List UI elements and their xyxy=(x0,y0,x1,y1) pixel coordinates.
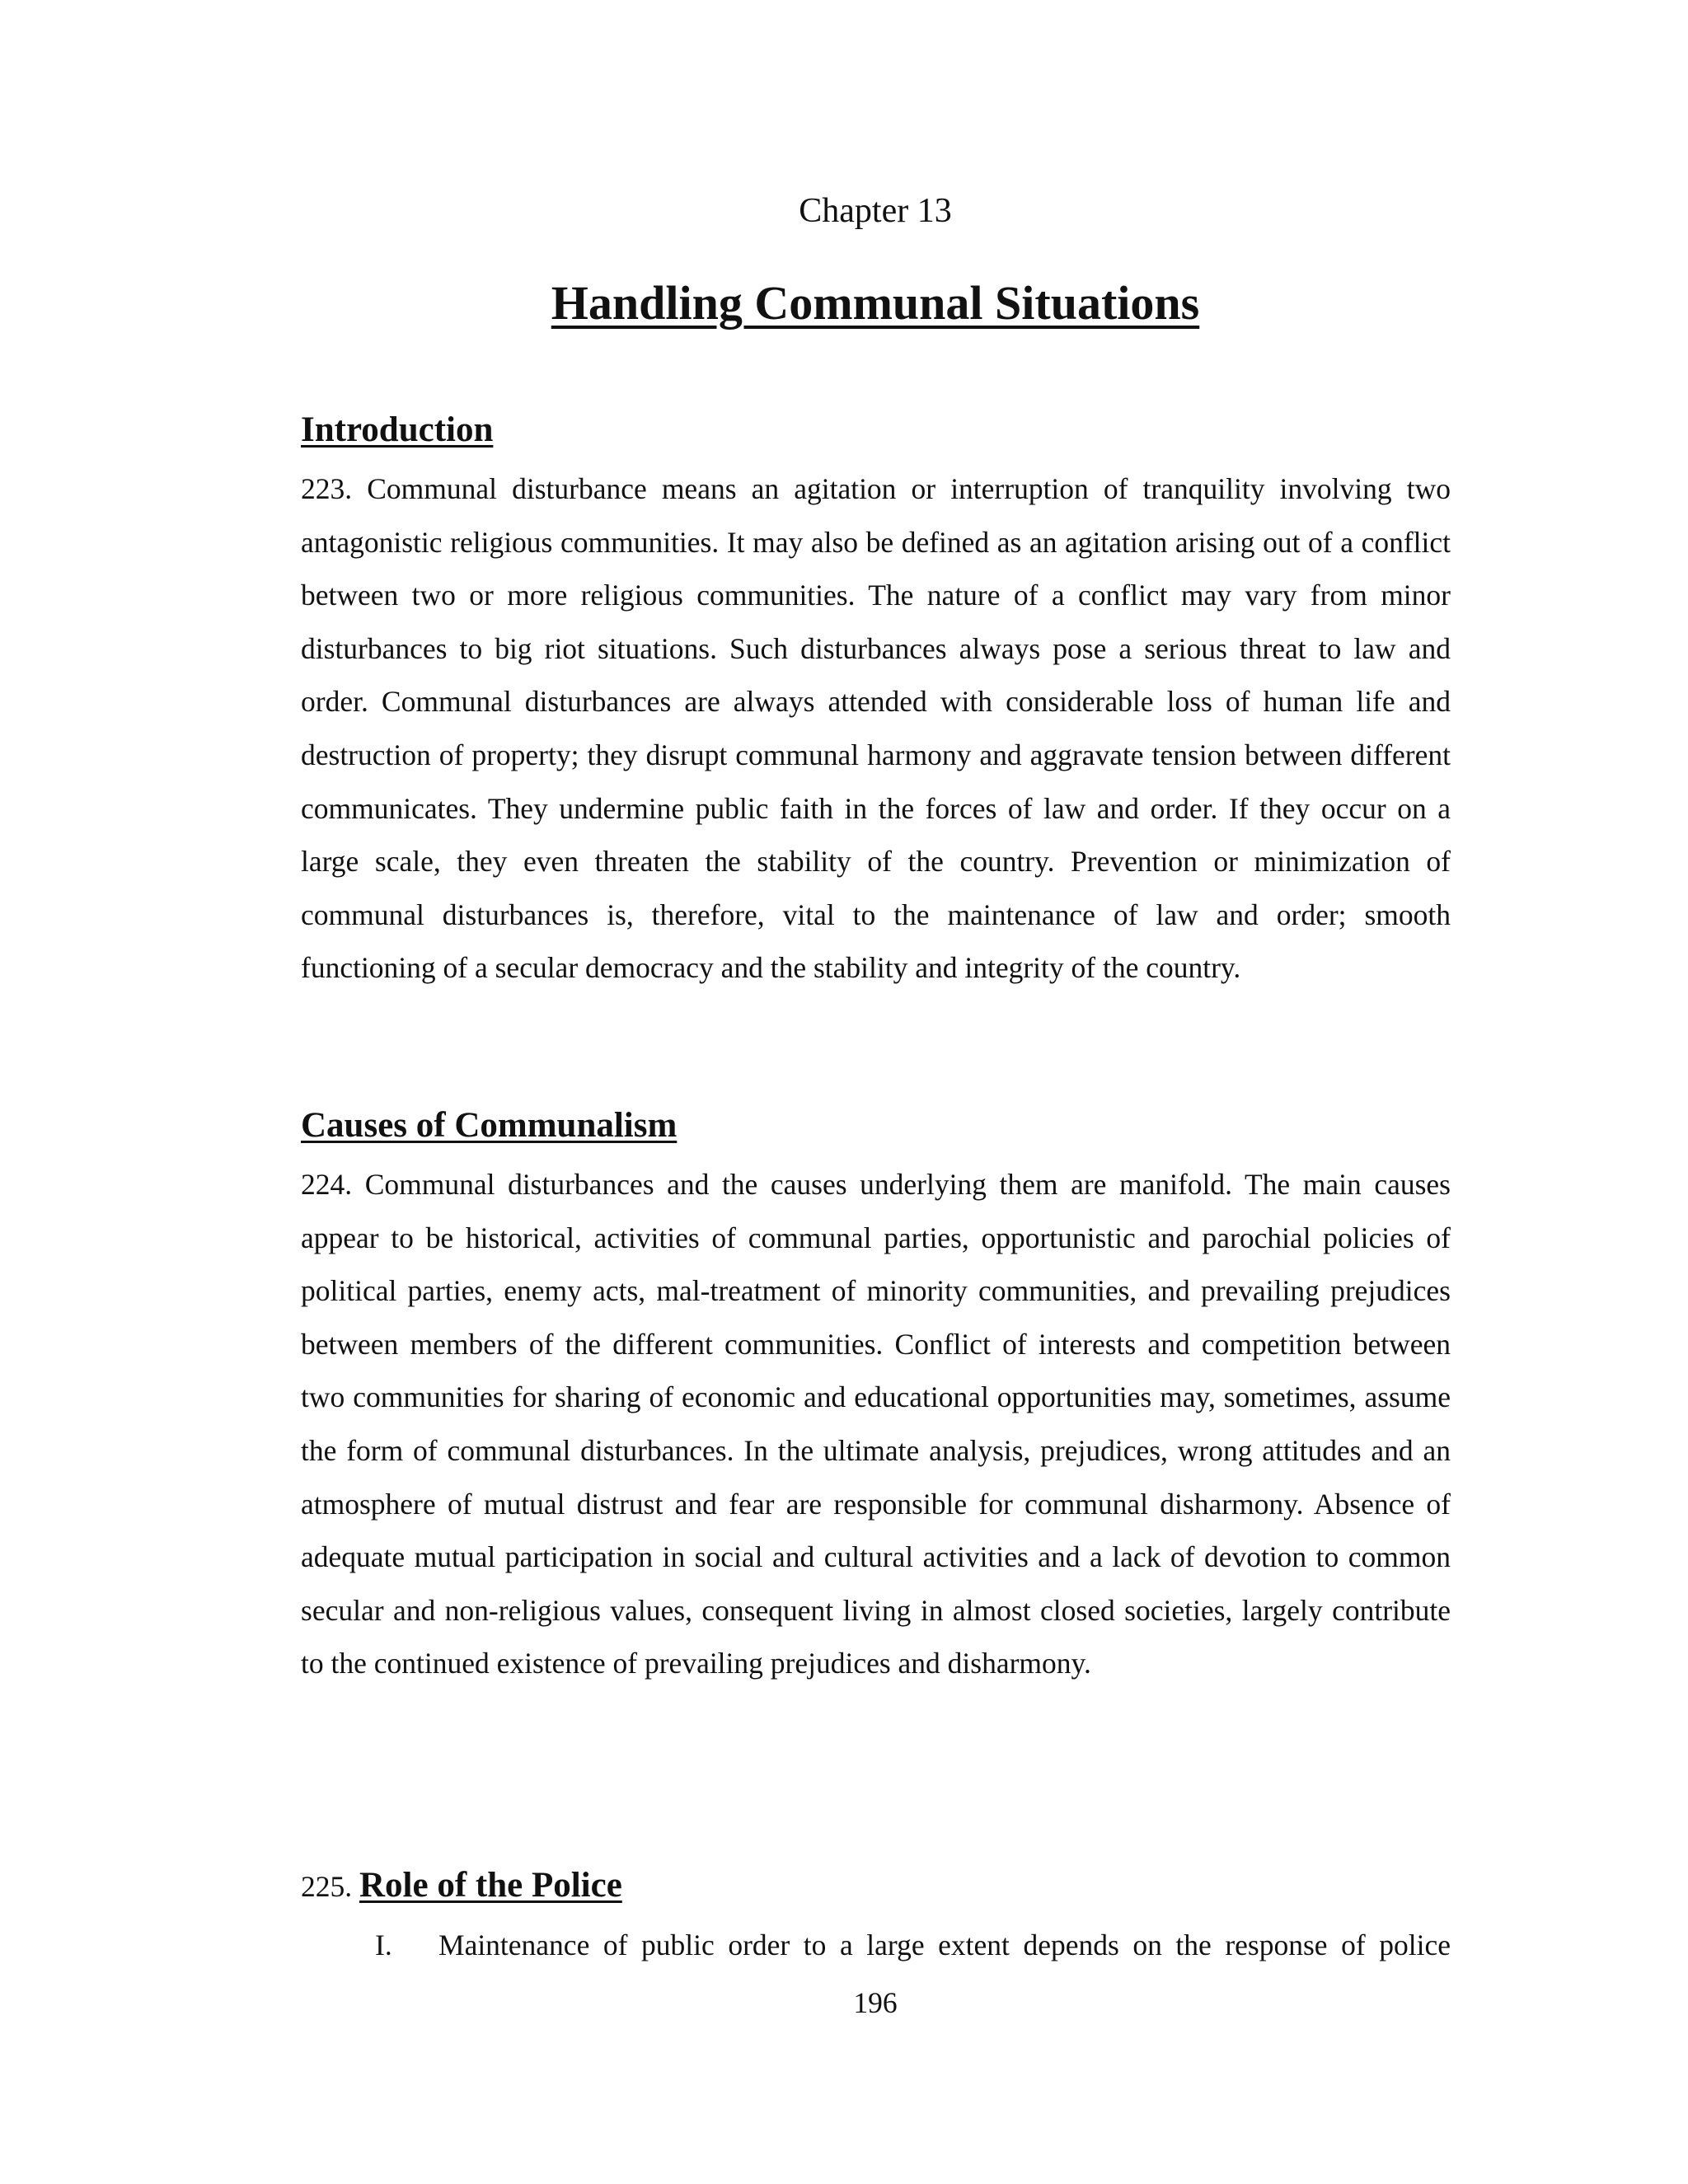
paragraph-224: 224. Communal disturbances and the causes underlying them are manifold. The main causes appear to be historical, activities of communal parties, opportunistic and parochial policies of political parties, enemy acts, mal-treatment of minority communities, and prevailing prejudices between members of the different communities. Conflict of interests and competition between two communities for sharing of economic and educational opportunities may, sometimes, assume the form of communal disturbances. In the ultimate analysis, prejudices, wrong attitudes and an atmosphere of mutual distrust and fear are responsible for communal disharmony. Absence of adequate mutual participation in social and cultural activities and a lack of devotion to common secular and non-religious values, consequent living in almost closed societies, largely contribute to the continued existence of prevailing prejudices and disharmony. xyxy=(301,1168,1451,1680)
chapter-label: Chapter 13 xyxy=(799,192,952,230)
list-item-numeral: I. xyxy=(375,1929,392,1961)
section-heading-introduction: Introduction xyxy=(301,410,494,449)
paragraph-number-225: 225. xyxy=(301,1870,353,1903)
chapter-title: Handling Communal Situations xyxy=(551,276,1200,330)
section-heading-role xyxy=(301,1861,622,1911)
list-item-text: Maintenance of public order to a large extent depends on the response of police xyxy=(438,1929,1451,1961)
section-heading-causes: Causes of Communalism xyxy=(301,1106,678,1145)
role-heading-title: Role of the Police xyxy=(359,1866,622,1905)
paragraph-223: 223. Communal disturbance means an agitation or interruption of tranquility involving two antagonistic religious communities. It may also be defined as an agitation arising out of a conflict between two or more religious communities. The nature of a conflict may vary from minor disturbances to big riot situations. Such disturbances always pose a serious threat to law and order. Communal disturbances are always attended with considerable loss of human life and destruction of property; they disrupt communal harmony and aggravate tension between different communicates. They undermine public faith in the forces of law and order. If they occur on a large scale, they even threaten the stability of the country. Prevention or minimization of communal disturbances is, therefore, vital to the maintenance of law and order; smooth functioning of a secular democracy and the stability and integrity of the country. xyxy=(301,472,1451,985)
page-number: 196 xyxy=(853,1986,898,2019)
